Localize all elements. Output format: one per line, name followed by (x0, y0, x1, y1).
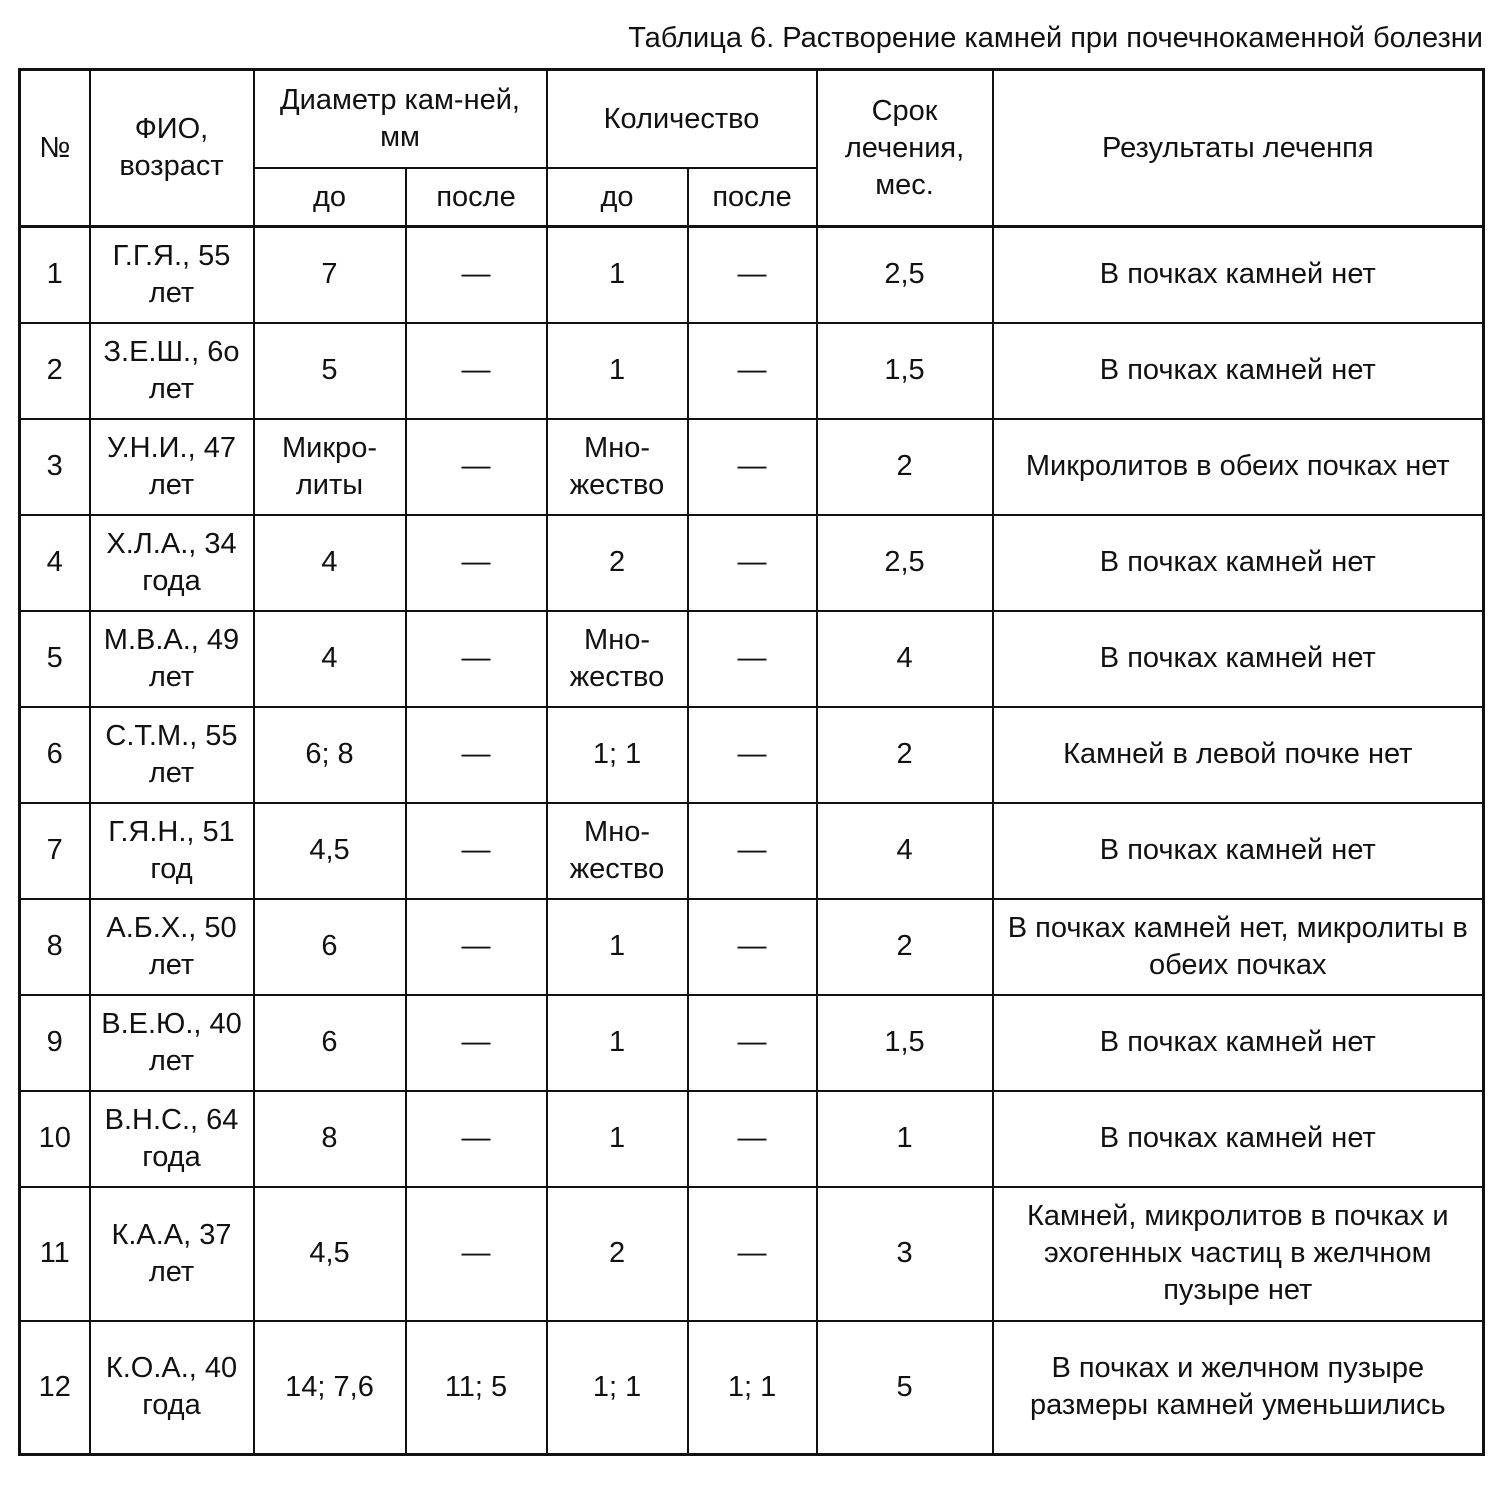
cell-fio: З.Е.Ш., 6о лет (90, 323, 254, 419)
cell-diameter-before: 14; 7,6 (254, 1321, 406, 1455)
table-row (20, 707, 1484, 803)
cell-quantity-after: — (688, 1187, 817, 1321)
cell-term: 1,5 (817, 323, 993, 419)
cell-diameter-after: — (406, 803, 547, 899)
cell-result: В почках и желчном пузыре размеры камней уменьшились (993, 1321, 1484, 1455)
cell-quantity-after: — (688, 707, 817, 803)
cell-term: 2 (817, 419, 993, 515)
cell-quantity-after: — (688, 323, 817, 419)
cell-fio: К.А.А, 37 лет (90, 1187, 254, 1321)
cell-term: 2 (817, 707, 993, 803)
cell-num: 7 (20, 803, 90, 899)
cell-diameter-after: — (406, 227, 547, 323)
header-fio: ФИО, возраст (90, 70, 254, 227)
cell-num: 12 (20, 1321, 90, 1455)
cell-term: 2,5 (817, 227, 993, 323)
cell-quantity-before: 1; 1 (547, 1321, 688, 1455)
table-row (20, 995, 1484, 1091)
cell-num: 1 (20, 227, 90, 323)
table-row (20, 899, 1484, 995)
cell-quantity-before: Мно-жество (547, 419, 688, 515)
cell-diameter-after: — (406, 419, 547, 515)
cell-num: 4 (20, 515, 90, 611)
cell-diameter-before: 4,5 (254, 1187, 406, 1321)
cell-quantity-after: — (688, 611, 817, 707)
cell-quantity-after: — (688, 899, 817, 995)
cell-num: 6 (20, 707, 90, 803)
table-caption: Таблица 6. Растворение камней при почечнокаменной болезни (628, 22, 1483, 54)
cell-diameter-before: 6 (254, 995, 406, 1091)
cell-result: Микролитов в обеих почках нет (993, 419, 1484, 515)
cell-quantity-before: 1 (547, 899, 688, 995)
cell-quantity-after: — (688, 1091, 817, 1187)
cell-fio: В.Е.Ю., 40 лет (90, 995, 254, 1091)
cell-diameter-after: 11; 5 (406, 1321, 547, 1455)
cell-result: Камней в левой почке нет (993, 707, 1484, 803)
cell-diameter-before: 6; 8 (254, 707, 406, 803)
cell-diameter-after: — (406, 995, 547, 1091)
cell-quantity-before: 2 (547, 515, 688, 611)
table-row (20, 323, 1484, 419)
cell-result: В почках камней нет (993, 611, 1484, 707)
table-header (20, 70, 1484, 227)
header-quantity-before: до (547, 168, 688, 227)
cell-term: 3 (817, 1187, 993, 1321)
cell-fio: Г.Я.Н., 51 год (90, 803, 254, 899)
cell-diameter-after: — (406, 1091, 547, 1187)
cell-result: Камней, микролитов в почках и эхогенных частиц в желчном пузыре нет (993, 1187, 1484, 1321)
cell-fio: С.Т.М., 55 лет (90, 707, 254, 803)
cell-quantity-before: 2 (547, 1187, 688, 1321)
cell-result: В почках камней нет (993, 515, 1484, 611)
table-row (20, 419, 1484, 515)
table-row (20, 803, 1484, 899)
cell-term: 1 (817, 1091, 993, 1187)
cell-quantity-before: 1 (547, 995, 688, 1091)
cell-diameter-before: 4,5 (254, 803, 406, 899)
header-quantity: Количество (547, 70, 817, 169)
cell-num: 11 (20, 1187, 90, 1321)
table-row (20, 1091, 1484, 1187)
cell-fio: А.Б.Х., 50 лет (90, 899, 254, 995)
cell-fio: Г.Г.Я., 55 лет (90, 227, 254, 323)
cell-diameter-after: — (406, 611, 547, 707)
cell-term: 4 (817, 803, 993, 899)
cell-diameter-before: 4 (254, 515, 406, 611)
cell-quantity-before: 1 (547, 227, 688, 323)
cell-diameter-before: 4 (254, 611, 406, 707)
header-diameter-before: до (254, 168, 406, 227)
cell-fio: В.Н.С., 64 года (90, 1091, 254, 1187)
stone-dissolution-table (18, 68, 1485, 1456)
cell-term: 4 (817, 611, 993, 707)
cell-diameter-after: — (406, 1187, 547, 1321)
table-row (20, 611, 1484, 707)
cell-quantity-before: 1 (547, 1091, 688, 1187)
header-results: Результаты леченпя (993, 70, 1484, 227)
cell-result: В почках камней нет (993, 323, 1484, 419)
cell-term: 2 (817, 899, 993, 995)
cell-num: 9 (20, 995, 90, 1091)
cell-num: 10 (20, 1091, 90, 1187)
cell-fio: Х.Л.А., 34 года (90, 515, 254, 611)
cell-result: В почках камней нет (993, 803, 1484, 899)
cell-num: 8 (20, 899, 90, 995)
cell-diameter-after: — (406, 899, 547, 995)
cell-fio: М.В.А., 49 лет (90, 611, 254, 707)
cell-quantity-before: Мно-жество (547, 611, 688, 707)
cell-num: 3 (20, 419, 90, 515)
cell-quantity-after: 1; 1 (688, 1321, 817, 1455)
header-quantity-after: после (688, 168, 817, 227)
table-row (20, 227, 1484, 323)
cell-quantity-before: 1 (547, 323, 688, 419)
cell-quantity-after: — (688, 995, 817, 1091)
cell-quantity-after: — (688, 515, 817, 611)
cell-quantity-before: Мно-жество (547, 803, 688, 899)
header-diameter-after: после (406, 168, 547, 227)
cell-result: В почках камней нет, микролиты в обеих почках (993, 899, 1484, 995)
table-row (20, 1321, 1484, 1455)
cell-num: 2 (20, 323, 90, 419)
cell-num: 5 (20, 611, 90, 707)
cell-diameter-after: — (406, 323, 547, 419)
cell-term: 5 (817, 1321, 993, 1455)
cell-quantity-before: 1; 1 (547, 707, 688, 803)
cell-term: 2,5 (817, 515, 993, 611)
cell-diameter-before: 7 (254, 227, 406, 323)
cell-fio: У.Н.И., 47 лет (90, 419, 254, 515)
header-term: Срок лечения, мес. (817, 70, 993, 227)
cell-fio: К.О.А., 40 года (90, 1321, 254, 1455)
cell-result: В почках камней нет (993, 227, 1484, 323)
cell-quantity-after: — (688, 419, 817, 515)
cell-quantity-after: — (688, 803, 817, 899)
cell-diameter-before: 5 (254, 323, 406, 419)
cell-diameter-before: 6 (254, 899, 406, 995)
header-num: № (20, 70, 90, 227)
cell-quantity-after: — (688, 227, 817, 323)
cell-result: В почках камней нет (993, 1091, 1484, 1187)
cell-diameter-before: Микро-литы (254, 419, 406, 515)
header-diameter: Диаметр кам-ней, мм (254, 70, 547, 169)
cell-diameter-after: — (406, 515, 547, 611)
cell-diameter-after: — (406, 707, 547, 803)
cell-result: В почках камней нет (993, 995, 1484, 1091)
table-row (20, 1187, 1484, 1321)
table-row (20, 515, 1484, 611)
cell-diameter-before: 8 (254, 1091, 406, 1187)
cell-term: 1,5 (817, 995, 993, 1091)
table-body (20, 227, 1484, 1455)
